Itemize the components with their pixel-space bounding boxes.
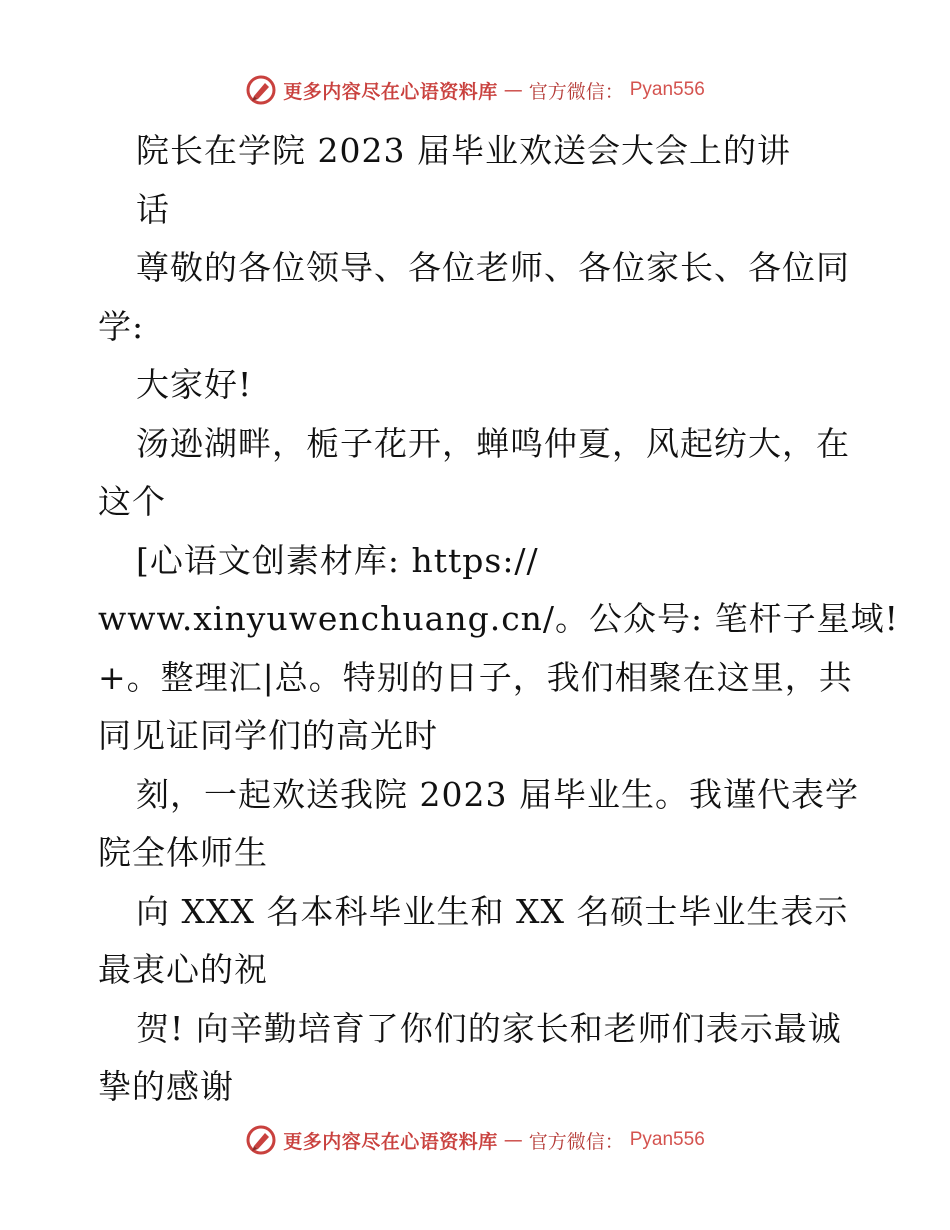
document-body [98, 122, 899, 1117]
header-banner [0, 70, 950, 110]
paragraph-line: 挚的感谢 [98, 1067, 234, 1106]
paragraph-line: www.xinyuwenchuang.cn/。公众号: 笔杆子星域! [98, 599, 899, 638]
title-line-2: 话 [136, 189, 170, 229]
header-wechat-id: Pyan556 [629, 79, 705, 100]
greeting-line: 大家好! [136, 365, 253, 404]
paragraph-line: 汤逊湖畔，栀子花开，蝉鸣仲夏，风起纺大，在 [136, 423, 850, 463]
paragraph-line: 刻，一起欢送我院 2023 届毕业生。我谨代表学 [136, 774, 859, 814]
paragraph-line: [心语文创素材库: https:// [136, 540, 539, 580]
salutation-line-1: 尊敬的各位领导、各位老师、各位家长、各位同 [136, 248, 850, 287]
footer-wechat-id: Pyan556 [629, 1129, 705, 1150]
header-wechat-label: 官方微信： [528, 80, 624, 103]
paragraph-line: 最衷心的祝 [98, 950, 268, 989]
title-line-1: 院长在学院 2023 届毕业欢送会大会上的讲 [136, 131, 791, 170]
footer-banner-dash: — [503, 1129, 523, 1151]
paragraph-line: 贺! 向辛勤培育了你们的家长和老师们表示最诚 [136, 1008, 842, 1048]
pen-logo-icon [245, 74, 277, 106]
paragraph-line: +。整理汇|总。特别的日子，我们相聚在这里，共 [98, 657, 853, 697]
footer-wechat-label: 官方微信： [528, 1130, 624, 1153]
footer-banner [0, 1120, 950, 1160]
salutation-line-2: 学: [98, 306, 145, 346]
paragraph-line: 同见证同学们的高光时 [98, 716, 438, 755]
paragraph-line: 这个 [98, 482, 166, 521]
pen-logo-icon [245, 1124, 277, 1156]
header-banner-text: 更多内容尽在心语资料库 [283, 80, 498, 103]
header-banner-dash: — [503, 79, 523, 101]
paragraph-line: 院全体师生 [98, 833, 268, 872]
footer-banner-text: 更多内容尽在心语资料库 [283, 1130, 498, 1153]
paragraph-line: 向 XXX 名本科毕业生和 XX 名硕士毕业生表示 [136, 891, 849, 931]
